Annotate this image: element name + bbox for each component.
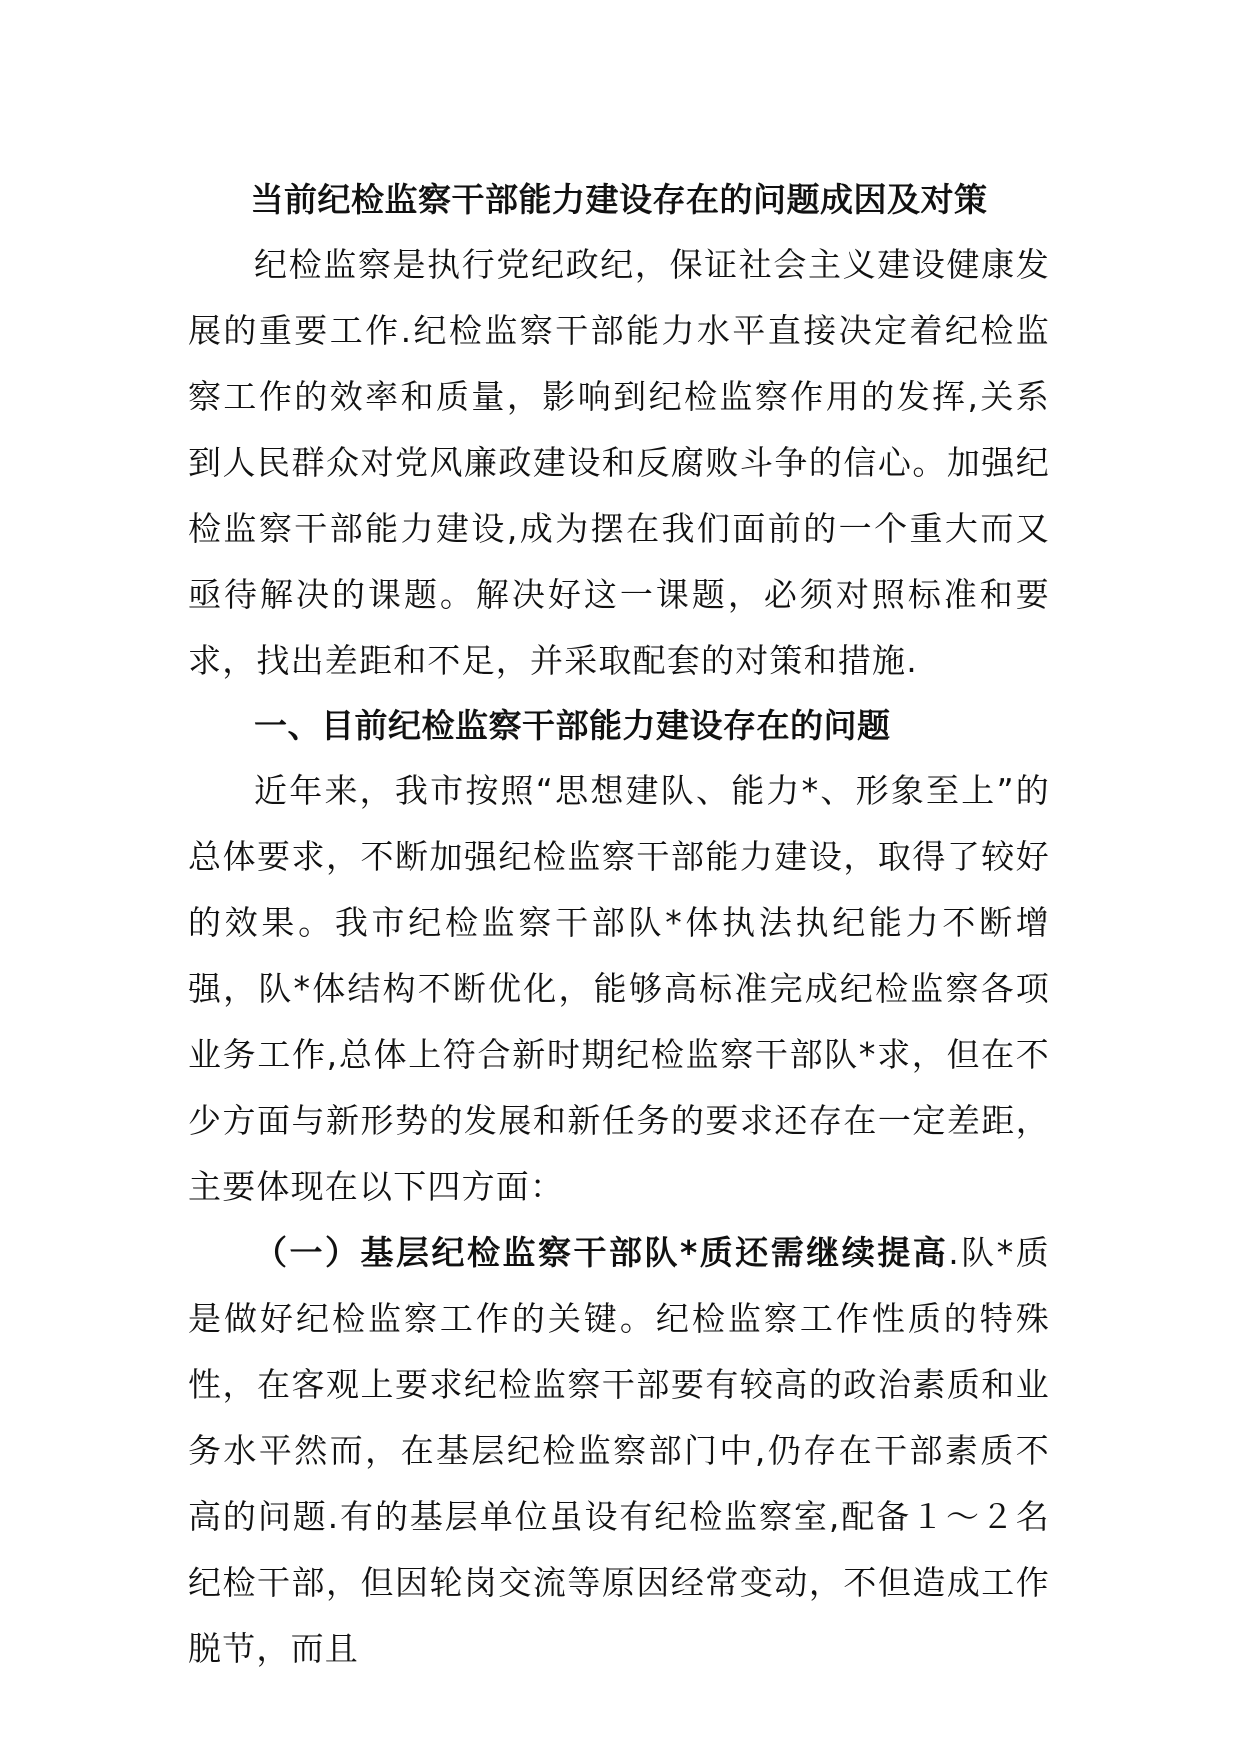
subsection-body: .队*质是做好纪检监察工作的关键。纪检监察工作性质的特殊性，在客观上要求纪检监察干部要有较高的政治素质和业务水平然而，在基层纪检监察部门中,仍存在干部素质不高的问题.有的基层单位虽设有纪检监察室,配备１～２名纪检干部，但因轮岗交流等原因经常变动，不但造成工作脱节，而且	[188, 1233, 1050, 1668]
section-paragraph: 近年来，我市按照“思想建队、能力*、形象至上”的总体要求，不断加强纪检监察干部能力建设，取得了较好的效果。我市纪检监察干部队*体执法执纪能力不断增强，队*体结构不断优化，能够高标准完成纪检监察各项业务工作,总体上符合新时期纪检监察干部队*求，但在不少方面与新形势的发展和新任务的要求还存在一定差距，主要体现在以下四方面：	[188, 771, 1050, 1206]
section-heading: 一、目前纪检监察干部能力建设存在的问题	[254, 706, 891, 745]
document-title: 当前纪检监察干部能力建设存在的问题成因及对策	[250, 180, 988, 219]
subsection-heading: （一）基层纪检监察干部队*质还需继续提高	[254, 1233, 949, 1272]
document-page	[188, 168, 1050, 1682]
intro-paragraph: 纪检监察是执行党纪政纪，保证社会主义建设健康发展的重要工作.纪检监察干部能力水平直接决定着纪检监察工作的效率和质量，影响到纪检监察作用的发挥,关系到人民群众对党风廉政建设和反腐败斗争的信心。加强纪检监察干部能力建设,成为摆在我们面前的一个重大而又亟待解决的课题。解决好这一课题，必须对照标准和要求，找出差距和不足，并采取配套的对策和措施.	[188, 245, 1050, 680]
subsection-paragraph	[188, 1220, 1050, 1682]
